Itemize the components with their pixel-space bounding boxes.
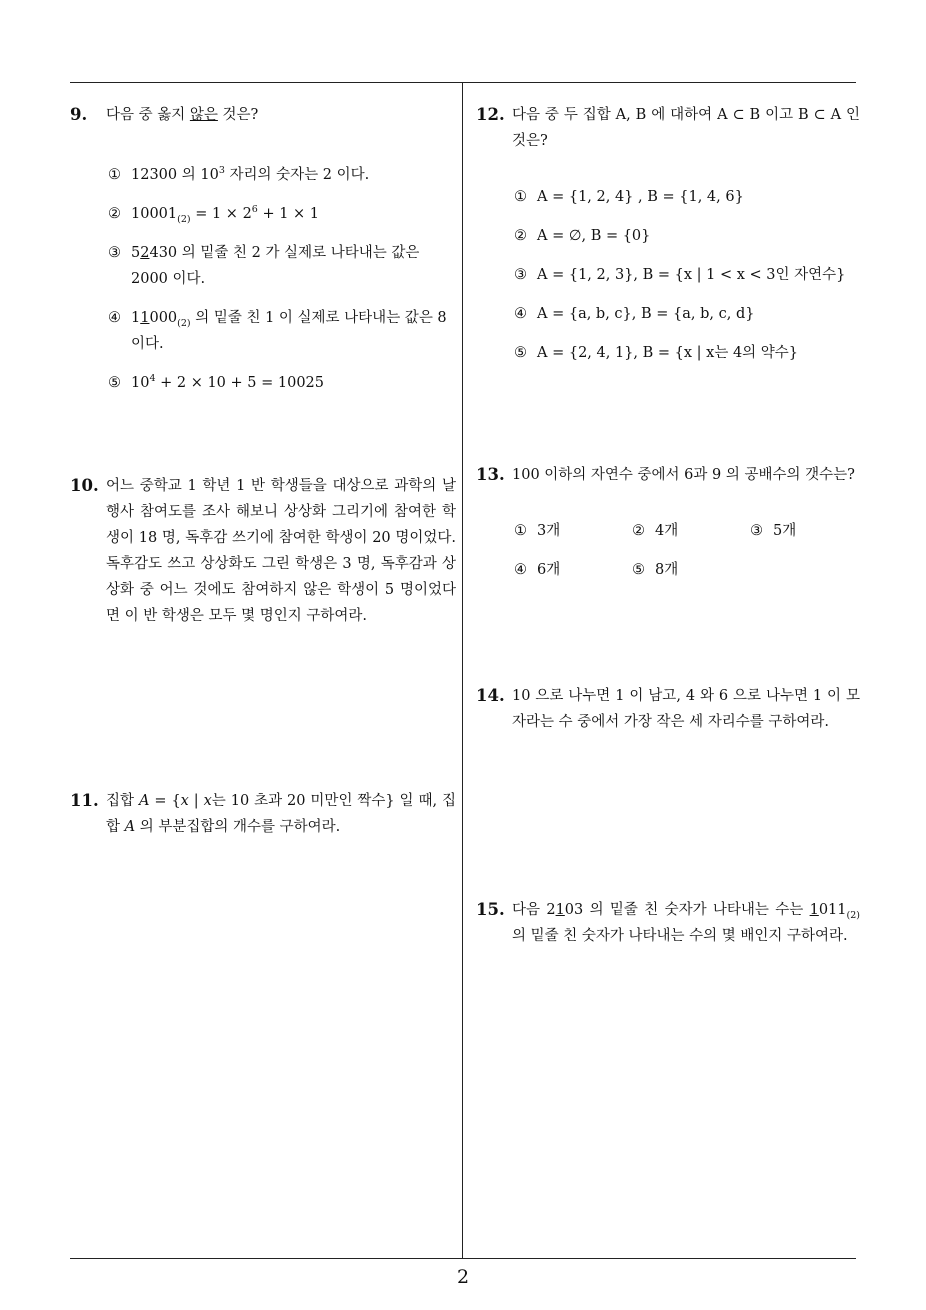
question-15 [476, 897, 860, 949]
options-grid [514, 518, 860, 583]
option-4[interactable]: ④ A = {a, b, c}, B = {a, b, c, d} [514, 306, 755, 322]
question-number: 12. [476, 105, 505, 124]
question-12 [476, 102, 860, 379]
question-stem: 100 이하의 자연수 중에서 6과 9 의 공배수의 갯수는? [512, 467, 855, 483]
option-5[interactable]: ⑤ 8개 [632, 562, 679, 578]
option-4[interactable]: ④ $11000_{(2)}$ 의 밑줄 친 1 이 실제로 나타내는 값은 8 이다. [108, 310, 447, 352]
option-2[interactable]: ② $10001_{(2)} = 1 \times 2^6 + 1 \times 1$ [108, 204, 320, 225]
option-2[interactable]: ② 4개 [632, 523, 679, 539]
question-number: 10. [70, 476, 99, 495]
question-stem: 다음 2103 의 밑줄 친 숫자가 나타내는 수는 $1011_{(2)}$ 의 밑줄 친 숫자가 나타내는 수의 몇 배인지 구하여라. [512, 902, 860, 944]
option-5[interactable]: ⑤ $10^4 + 2 \times 10 + 5 = 10025$ [108, 373, 324, 391]
option-4[interactable]: ④ 6개 [514, 562, 561, 578]
question-number: 14. [476, 686, 505, 705]
top-rule [70, 82, 856, 83]
question-stem: 어느 중학교 1 학년 1 반 학생들을 대상으로 과학의 날 행사 참여도를 조사 해보니 상상화 그리기에 참여한 학생이 18 명, 독후감 쓰기에 참여한 학생이 20 명이었다. 독후감도 쓰고 상상화도 그린 학생은 3 명, 독후감과 상상화 중 어느 것에도 참여하지 않은 학생이 5 명이었다면 이 반 학생은 모두 몇 명인지 구하여라. [106, 478, 456, 624]
option-5[interactable]: ⑤ A = {2, 4, 1}, B = {x | x는 4의 약수} [514, 345, 799, 361]
question-number: 15. [476, 900, 505, 919]
column-divider [462, 82, 463, 1258]
option-1[interactable]: ① 3개 [514, 523, 561, 539]
option-3[interactable]: ③ 5개 [750, 523, 797, 539]
question-number: 9. [70, 105, 88, 124]
question-stem: 다음 중 옳지 않은 것은? [106, 107, 259, 123]
option-2[interactable]: ② A = ∅, B = {0} [514, 228, 651, 244]
option-3[interactable]: ③ 52430 의 밑줄 친 2 가 실제로 나타내는 값은 2000 이다. [108, 245, 420, 287]
question-10 [70, 473, 456, 629]
question-14 [476, 683, 860, 735]
question-13 [476, 462, 860, 583]
page-number: 2 [456, 1266, 470, 1288]
question-stem: 집합 A = {x | x는 10 초과 20 미만인 짝수} 일 때, 집합 A 의 부분집합의 개수를 구하여라. [106, 793, 457, 835]
bottom-rule [70, 1258, 856, 1259]
question-11 [70, 788, 456, 840]
option-1[interactable]: ① A = {1, 2, 4} , B = {1, 4, 6} [514, 189, 744, 205]
question-9 [70, 102, 456, 409]
option-3[interactable]: ③ A = {1, 2, 3}, B = {x | 1 < x < 3인 자연수} [514, 267, 846, 283]
question-stem: 다음 중 두 집합 A, B 에 대하여 A ⊂ B 이고 B ⊂ A 인 것은? [512, 107, 860, 149]
question-number: 13. [476, 465, 505, 484]
options-list [108, 162, 456, 396]
option-1[interactable]: ① 12300 의 $10^3$ 자리의 숫자는 2 이다. [108, 165, 370, 183]
question-stem: 10 으로 나누면 1 이 남고, 4 와 6 으로 나누면 1 이 모자라는 수 중에서 가장 작은 세 자리수를 구하여라. [512, 688, 860, 730]
options-list [514, 184, 860, 366]
question-number: 11. [70, 791, 99, 810]
